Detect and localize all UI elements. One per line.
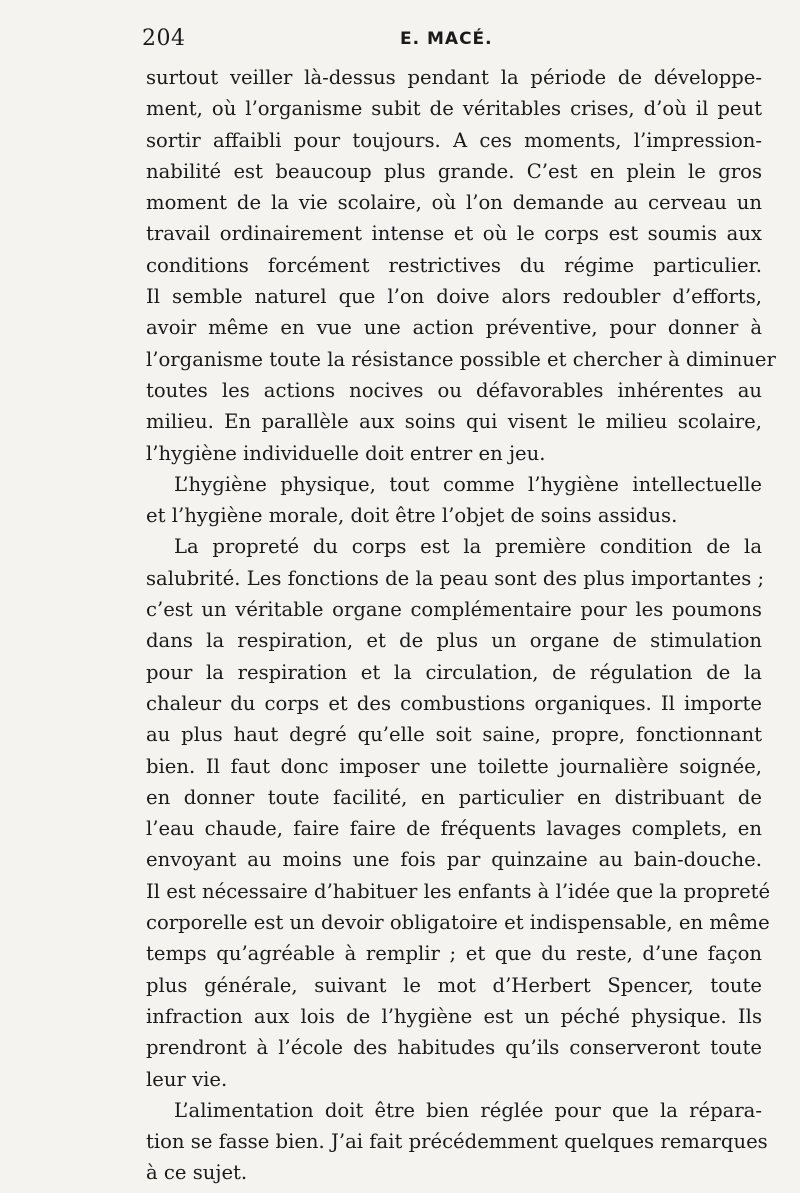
paragraph-2	[146, 469, 762, 532]
text-line: au plus haut degré qu’elle soit saine, propre, fonctionnant	[146, 723, 762, 747]
text-line: Il est nécessaire d’habituer les enfants à l’idée que la propreté	[146, 879, 771, 903]
text-line: ment, où l’organisme subit de véritables crises, d’où il peut	[146, 97, 762, 121]
text-line: salubrité. Les fonctions de la peau sont des plus importantes ;	[146, 566, 765, 590]
text-line: chaleur du corps et des combustions organiques. Il importe	[146, 691, 762, 715]
text-line: envoyant au moins une fois par quinzaine au bain-douche.	[146, 848, 762, 872]
text-line: l’hygiène individuelle doit entrer en jeu.	[146, 441, 546, 465]
text-line: La propreté du corps est la première condition de la	[174, 535, 762, 559]
text-line: corporelle est un devoir obligatoire et indispensable, en même	[146, 911, 770, 935]
text-line: leur vie.	[146, 1067, 228, 1091]
text-line: moment de la vie scolaire, où l’on demande au cerveau un	[146, 191, 762, 215]
page-header	[142, 26, 762, 58]
text-line: l’organisme toute la résistance possible et chercher à diminuer	[146, 347, 776, 371]
text-line: en donner toute facilité, en particulier en distribuant de	[146, 785, 762, 809]
text-line: travail ordinairement intense et où le corps est soumis aux	[146, 222, 762, 246]
paragraph-1	[146, 62, 776, 469]
text-line: l’eau chaude, faire faire de fréquents lavages complets, en	[146, 817, 762, 841]
text-line: et l’hygiène morale, doit être l’objet de soins assidus.	[146, 504, 678, 528]
text-line: temps qu’agréable à remplir ; et que du reste, d’une façon	[146, 942, 762, 966]
text-line: sortir affaibli pour toujours. A ces moments, l’impression-	[146, 128, 762, 152]
page-number: 204	[142, 26, 186, 51]
text-line: tion se fasse bien. J’ai fait précédemment quelques remarques	[146, 1130, 768, 1154]
text-line: surtout veiller là-dessus pendant la période de développe-	[146, 66, 762, 89]
text-line: toutes les actions nocives ou défavorables inhérentes au	[146, 378, 762, 402]
text-line: dans la respiration, et de plus un organe de stimulation	[146, 629, 762, 653]
text-line: milieu. En parallèle aux soins qui visent le milieu scolaire,	[146, 410, 762, 434]
text-line: plus générale, suivant le mot d’Herbert Spencer, toute	[146, 973, 762, 997]
body-text	[146, 62, 776, 1189]
text-line: avoir même en vue une action préventive, pour donner à	[146, 316, 762, 340]
text-line: nabilité est beaucoup plus grande. C’est en plein le gros	[146, 159, 762, 183]
text-line: Il semble naturel que l’on doive alors redoubler d’efforts,	[146, 285, 762, 309]
text-line: pour la respiration et la circulation, de régulation de la	[146, 660, 762, 684]
text-line: prendront à l’école des habitudes qu’ils conserveront toute	[146, 1036, 762, 1060]
text-line: c’est un véritable organe complémentaire pour les poumons	[146, 598, 762, 622]
text-line: L’hygiène physique, tout comme l’hygiène intellectuelle	[174, 472, 762, 496]
text-line: L’alimentation doit être bien réglée pour que la répara-	[174, 1098, 762, 1122]
text-line: conditions forcément restrictives du régime particulier.	[146, 253, 762, 277]
paragraph-4	[146, 1095, 768, 1189]
text-line: à ce sujet.	[146, 1161, 248, 1185]
paragraph-3	[146, 531, 771, 1094]
text-line: bien. Il faut donc imposer une toilette journalière soignée,	[146, 754, 762, 778]
text-line: infraction aux lois de l’hygiène est un péché physique. Ils	[146, 1004, 762, 1028]
running-head: E. MACÉ.	[400, 29, 493, 49]
